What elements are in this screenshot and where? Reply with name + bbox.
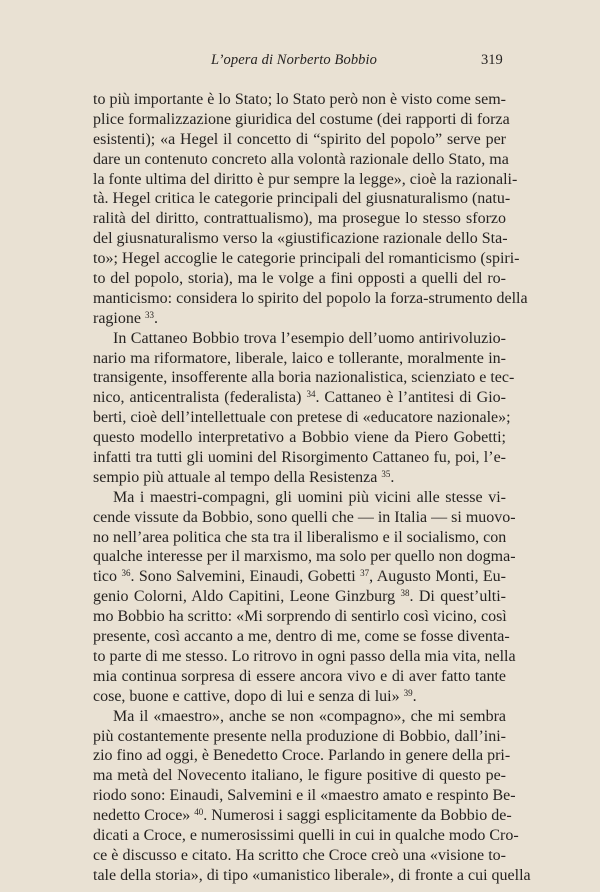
text-line: In Cattaneo Bobbio trova l’esempio dell’uomo antirivoluzio- bbox=[113, 329, 506, 347]
text-line: ragione $^{33}$. bbox=[93, 309, 158, 327]
text-line: tico $^{36}$. Sono Salvemini, Einaudi, Gobetti $^{37}$, Augusto Monti, Eu- bbox=[93, 568, 507, 586]
footnote-marker: 37 bbox=[360, 568, 370, 579]
paragraph bbox=[93, 90, 528, 329]
text-line: più costantemente presente nella produzione di Bobbio, dall’ini- bbox=[93, 727, 506, 745]
text-line: to più importante è lo Stato; lo Stato però non è visto come sem- bbox=[93, 91, 506, 108]
running-head: L’opera di Norberto Bobbio bbox=[211, 52, 377, 68]
footnote-marker: 40 bbox=[194, 807, 204, 818]
footnote-marker: 35 bbox=[381, 468, 391, 479]
text-line: to»; Hegel accoglie le categorie principali del romanticismo (spiri- bbox=[93, 250, 520, 268]
text-line: la fonte ultima del diritto è pur sempre la legge», cioè la razionali- bbox=[93, 170, 518, 188]
text-line: cose, buone e cattive, dopo di lui e senza di lui» $^{39}$. bbox=[93, 687, 417, 705]
text-line: cende vissute da Bobbio, sono quelli che — in Italia — si muovo- bbox=[93, 508, 516, 526]
body-text bbox=[93, 90, 531, 886]
text-line: presente, così accanto a me, dentro di me, come se fosse diventa- bbox=[93, 628, 510, 646]
text-line: ma metà del Novecento italiano, le figure positive di questo pe- bbox=[93, 767, 506, 785]
text-line: qualche interesse per il marxismo, ma solo per quello non dogma- bbox=[93, 548, 516, 566]
page-header bbox=[0, 52, 600, 72]
text-line: del giusnaturalismo verso la «giustificazione razionale dello Sta- bbox=[93, 230, 508, 248]
text-line: to parte di me stesso. Lo ritrovo in ogni passo della mia vita, nella bbox=[93, 647, 516, 665]
text-line: tà. Hegel critica le categorie principali del giusnaturalismo (natu- bbox=[93, 190, 511, 208]
footnote-marker: 33 bbox=[144, 309, 154, 320]
text-line: genio Colorni, Aldo Capitini, Leone Ginzburg $^{38}$. Di quest’ulti- bbox=[93, 588, 506, 606]
text-line: Ma i maestri-compagni, gli uomini più vicini alle stesse vi- bbox=[113, 488, 506, 506]
text-line: esistenti); «a Hegel il concetto di “spirito del popolo” serve per bbox=[93, 130, 506, 148]
text-line: ce è discusso e citato. Ha scritto che Croce creò una «visione to- bbox=[93, 846, 506, 864]
text-line: tale della storia», di tipo «umanistico liberale», di fronte a cui quella bbox=[93, 866, 531, 884]
text-line: dicati a Croce, e numerosissimi quelli in cui in qualche modo Cro- bbox=[93, 826, 519, 844]
text-line: manticismo: considera lo spirito del popolo la forza-strumento della bbox=[93, 289, 528, 307]
paragraph bbox=[93, 329, 515, 488]
text-line: mia continua sorpresa di essere ancora vivo e di aver fatto tante bbox=[93, 667, 506, 685]
text-line: no nell’area politica che sta tra il liberalismo e il socialismo, con bbox=[93, 528, 507, 546]
text-line: nedetto Croce» $^{40}$. Numerosi i saggi esplicitamente da Bobbio de- bbox=[93, 807, 512, 825]
text-line: sempio più attuale al tempo della Resistenza $^{35}$. bbox=[93, 468, 395, 486]
page-number: 319 bbox=[481, 52, 503, 68]
text-line: transigente, insofferente alla boria nazionalistica, scienziato e tec- bbox=[93, 369, 515, 387]
text-line: mo Bobbio ha scritto: «Mi sorprendo di sentirlo così vicino, così bbox=[93, 608, 507, 626]
text-line: ralità del diritto, contrattualismo), ma prosegue lo stesso sforzo bbox=[93, 210, 506, 228]
paragraph bbox=[93, 488, 516, 707]
text-line: dare un contenuto concreto alla volontà razionale dello Stato, ma bbox=[93, 150, 509, 168]
footnote-marker: 34 bbox=[306, 389, 316, 400]
text-line: berti, cioè dell’intellettuale con pretese di «educatore nazionale»; bbox=[93, 409, 511, 427]
text-line: questo modello interpretativo a Bobbio viene da Piero Gobetti; bbox=[93, 429, 506, 447]
text-line: infatti tra tutti gli uomini del Risorgimento Cattaneo fu, poi, l’e- bbox=[93, 449, 506, 467]
paragraph bbox=[93, 707, 531, 886]
text-line: riodo sono: Einaudi, Salvemini e il «maestro amato e respinto Be- bbox=[93, 787, 516, 805]
text-line: nico, anticentralista (federalista) $^{34}$. Cattaneo è l’antitesi di Gio- bbox=[93, 389, 506, 407]
footnote-marker: 36 bbox=[121, 568, 131, 579]
text-line: zio fino ad oggi, è Benedetto Croce. Parlando in genere della pri- bbox=[93, 747, 511, 765]
text-line: plice formalizzazione giuridica del costume (dei rapporti di forza bbox=[93, 110, 510, 128]
footnote-marker: 38 bbox=[400, 588, 410, 599]
text-line: to del popolo, storia), ma le volge a fini opposti a quelli del ro- bbox=[93, 270, 506, 288]
footnote-marker: 39 bbox=[403, 687, 413, 698]
text-line: nario ma riformatore, liberale, laico e tollerante, moralmente in- bbox=[93, 349, 506, 367]
text-line: Ma il «maestro», anche se non «compagno», che mi sembra bbox=[113, 707, 506, 725]
